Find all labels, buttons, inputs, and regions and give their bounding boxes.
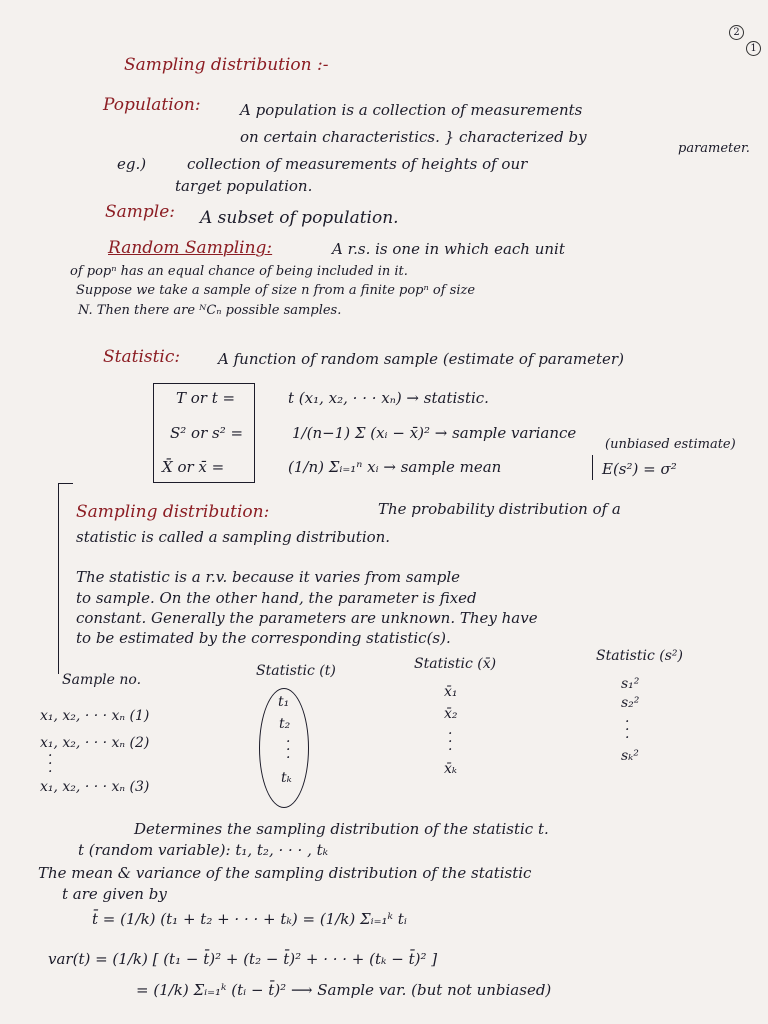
statistic-text: A function of random sample (estimate of parameter)	[218, 350, 624, 368]
sampling-para-line2: to sample. On the other hand, the parameter is fixed	[76, 589, 477, 607]
random-sampling-line4: N. Then there are ᴺCₙ possible samples.	[78, 303, 342, 318]
random-sampling-line2: of popⁿ has an equal chance of being included in it.	[70, 264, 408, 279]
mean-formula: t̄ = (1/k) (t₁ + t₂ + · · · + tₖ) = (1/k) Σᵢ₌₁ᵏ tᵢ	[92, 910, 407, 928]
xbar-value-2: x̄₂	[444, 706, 458, 722]
expectation-divider	[592, 455, 593, 480]
variance-formula-2: = (1/k) Σᵢ₌₁ᵏ (tᵢ − t̄)² ⟶ Sample var. (but not unbiased)	[136, 981, 552, 999]
sample-text: A subset of population.	[200, 208, 399, 228]
table-header-s2: Statistic (s²)	[596, 648, 683, 664]
sample-dots: · · ·	[48, 748, 53, 780]
statistic-term: Statistic:	[103, 347, 181, 367]
sample-row-1: x₁, x₂, · · · xₙ (1)	[40, 708, 150, 724]
xbar-value-1: x̄₁	[444, 684, 458, 700]
xbar-dots: · · ·	[448, 726, 453, 758]
formula-t-lhs: T or t =	[176, 389, 236, 407]
t-value-2: t₂	[279, 716, 291, 732]
table-header-t: Statistic (t)	[256, 663, 336, 679]
s2-dots: · · ·	[625, 714, 630, 746]
table-header-sample: Sample no.	[62, 672, 142, 688]
s2-value-k: sₖ²	[621, 748, 639, 764]
t-dots: · · ·	[286, 734, 291, 766]
sampling-distribution-term: Sampling distribution:	[76, 502, 270, 522]
conclusion-line4: t are given by	[62, 885, 167, 903]
formula-mean-lhs: X̄ or x̄ =	[162, 458, 225, 476]
formula-s2-lhs: S² or s² =	[170, 424, 244, 442]
page-number-2: 2	[729, 25, 744, 40]
conclusion-line1: Determines the sampling distribution of the statistic t.	[134, 820, 549, 838]
sample-row-3: x₁, x₂, · · · xₙ (3)	[40, 779, 150, 795]
formula-t-rhs: t (x₁, x₂, · · · xₙ) → statistic.	[288, 389, 489, 407]
eg-line1: collection of measurements of heights of our	[187, 155, 528, 173]
sample-term: Sample:	[105, 202, 176, 222]
t-value-k: tₖ	[281, 770, 292, 786]
xbar-value-k: x̄ₖ	[444, 761, 458, 777]
random-sampling-line3: Suppose we take a sample of size n from a finite popⁿ of size	[76, 283, 476, 298]
conclusion-line2: t (random variable): t₁, t₂, · · · , tₖ	[78, 841, 329, 859]
random-sampling-term: Random Sampling:	[108, 238, 273, 258]
variance-formula-1: var(t) = (1/k) [ (t₁ − t̄)² + (t₂ − t̄)² + · · · + (tₖ − t̄)² ]	[48, 950, 438, 968]
population-line2-note: parameter.	[678, 141, 750, 156]
sampling-para-line4: to be estimated by the corresponding statistic(s).	[76, 629, 451, 647]
table-header-xbar: Statistic (x̄)	[414, 656, 497, 672]
sample-row-2: x₁, x₂, · · · xₙ (2)	[40, 735, 150, 751]
unbiased-note: (unbiased estimate)	[605, 437, 736, 452]
population-term: Population:	[103, 95, 201, 115]
page-number-1: 1	[746, 41, 761, 56]
eg-line2: target population.	[175, 177, 313, 195]
section-bracket	[58, 483, 73, 674]
t-value-1: t₁	[278, 694, 290, 710]
s2-value-2: s₂²	[621, 695, 640, 711]
conclusion-line3: The mean & variance of the sampling distribution of the statistic	[38, 864, 532, 882]
formula-mean-rhs: (1/n) Σᵢ₌₁ⁿ xᵢ → sample mean	[288, 458, 502, 476]
formula-s2-rhs: 1/(n−1) Σ (xᵢ − x̄)² → sample variance	[292, 424, 577, 442]
random-sampling-line1: A r.s. is one in which each unit	[332, 240, 565, 258]
sampling-def-line2: statistic is called a sampling distribution.	[76, 528, 391, 546]
sampling-def-line1: The probability distribution of a	[378, 500, 621, 518]
s2-value-1: s₁²	[621, 676, 640, 692]
population-line2: on certain characteristics. } characterized by	[240, 128, 587, 146]
sampling-para-line3: constant. Generally the parameters are unknown. They have	[76, 609, 538, 627]
sampling-para-line1: The statistic is a r.v. because it varies from sample	[76, 568, 461, 586]
population-line1: A population is a collection of measurements	[240, 101, 583, 119]
page-title: Sampling distribution :-	[124, 55, 329, 75]
eg-label: eg.)	[117, 155, 147, 173]
expectation: E(s²) = σ²	[602, 460, 677, 478]
